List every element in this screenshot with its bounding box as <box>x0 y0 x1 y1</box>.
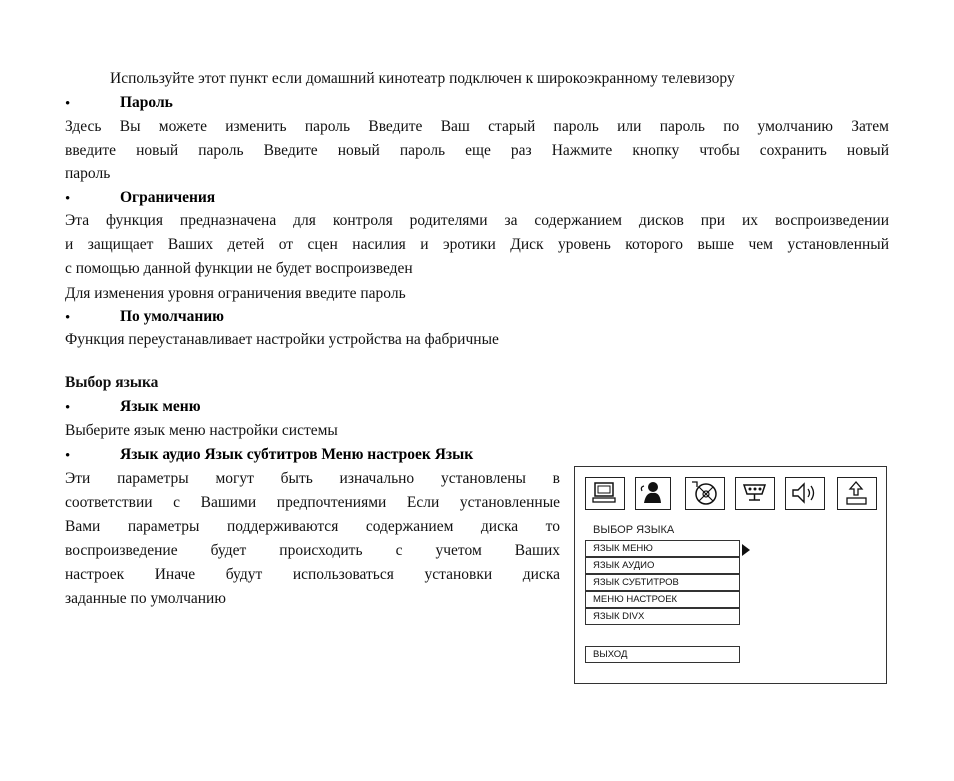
menu-item-subtitle-language[interactable]: ЯЗЫК СУБТИТРОВ <box>585 574 740 591</box>
bullet-defaults: • <box>65 310 71 326</box>
monitor-icon <box>585 477 625 510</box>
restrictions-line-2: и защищает Ваших детей от сцен насилия и эротики Диск уровень которого выше чем установленный <box>65 236 889 253</box>
restrictions-line-1: Эта функция предназначена для контроля родителями за содержанием дисков при их воспроизведении <box>65 212 889 229</box>
audio-line-5: настроек Иначе будут использоваться установки диска <box>65 566 560 583</box>
selection-arrow-icon <box>742 544 750 556</box>
section-title-language: Выбор языка <box>65 374 159 391</box>
speaker-icon <box>785 477 825 510</box>
plug-icon <box>735 477 775 510</box>
heading-password: Пароль <box>120 94 173 111</box>
heading-defaults: По умолчанию <box>120 308 225 325</box>
audio-line-1: Эти параметры могут быть изначально установлены в <box>65 470 560 487</box>
password-line-3: пароль <box>65 165 111 182</box>
menu-item-setup-menu[interactable]: МЕНЮ НАСТРОЕК <box>585 591 740 608</box>
audio-line-2: соответствии с Вашими предпочтениями Если установленные <box>65 494 560 511</box>
password-line-2: введите новый пароль Введите новый пароль еще раз Нажмите кнопку чтобы сохранить новый <box>65 142 889 159</box>
heading-restrictions: Ограничения <box>120 189 216 206</box>
menu-item-audio-language[interactable]: ЯЗЫК АУДИО <box>585 557 740 574</box>
audio-line-6: заданные по умолчанию <box>65 590 226 607</box>
restrictions-line-3: с помощью данной функции не будет воспроизведен <box>65 260 413 277</box>
upload-icon <box>837 477 877 510</box>
bullet-menu-language: • <box>65 400 71 416</box>
audio-line-3: Вами параметры поддерживаются содержанием диска то <box>65 518 560 535</box>
menu-language-line: Выберите язык меню настройки системы <box>65 422 338 439</box>
bullet-audio-language: • <box>65 448 71 464</box>
audio-line-4: воспроизведение будет происходить с учетом Ваших <box>65 542 560 559</box>
defaults-line: Функция переустанавливает настройки устройства на фабричные <box>65 331 499 348</box>
heading-menu-language: Язык меню <box>120 398 201 415</box>
menu-item-menu-language[interactable]: ЯЗЫК МЕНЮ <box>585 540 740 557</box>
menu-title: ВЫБОР ЯЗЫКА <box>593 524 675 536</box>
menu-item-exit[interactable]: ВЫХОД <box>585 646 740 663</box>
disc-lock-icon <box>685 477 725 510</box>
heading-audio-language: Язык аудио Язык субтитров Меню настроек Язык <box>120 446 474 463</box>
password-line-1: Здесь Вы можете изменить пароль Введите Ваш старый пароль или пароль по умолчанию Затем <box>65 118 889 135</box>
bullet-password: • <box>65 96 71 112</box>
restrictions-line-4: Для изменения уровня ограничения введите пароль <box>65 285 406 302</box>
language-setup-menu <box>574 466 887 684</box>
bullet-restrictions: • <box>65 191 71 207</box>
intro-line: Используйте этот пункт если домашний кинотеатр подключен к широкоэкранному телевизору <box>110 70 735 87</box>
menu-item-divx-language[interactable]: ЯЗЫК DIVX <box>585 608 740 625</box>
person-icon <box>635 477 671 510</box>
